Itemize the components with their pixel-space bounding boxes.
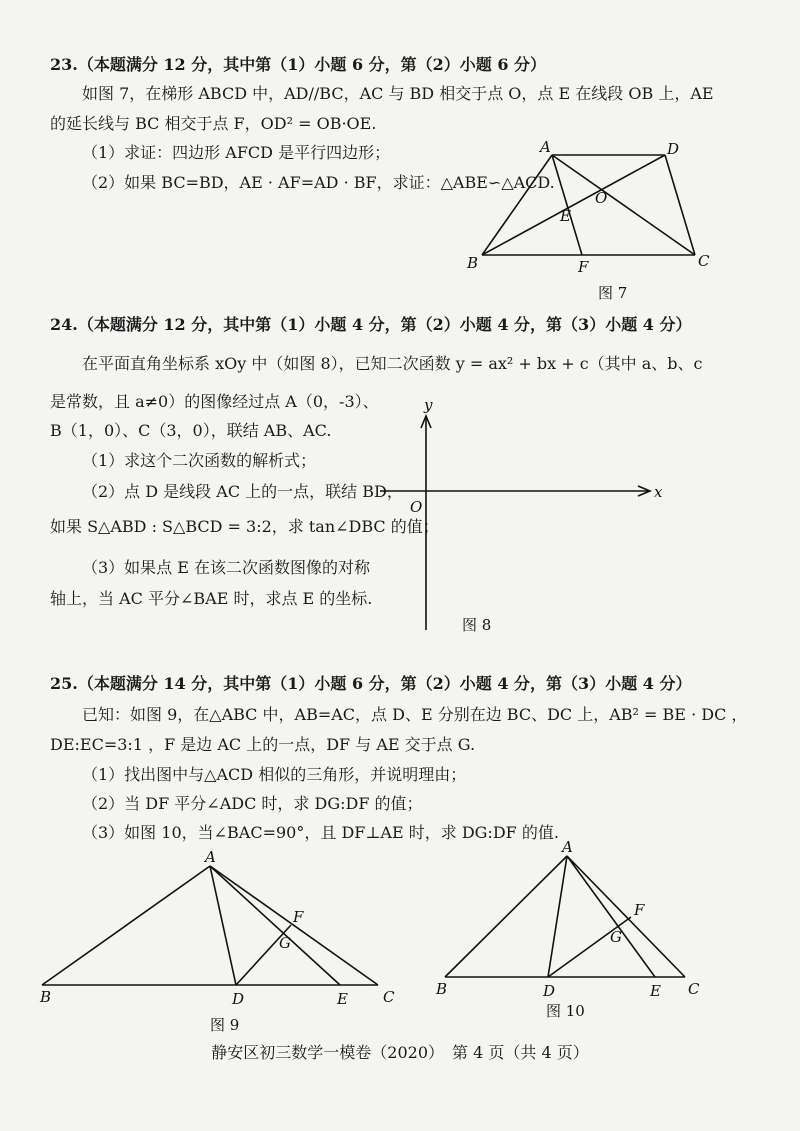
page-footer: 静安区初三数学一模卷（2020） 第 4 页（共 4 页） <box>211 1043 589 1062</box>
q23-text-line2: 的延长线与 BC 相交于点 F，OD² = OB·OE. <box>50 114 377 133</box>
fig10-label-C: C <box>688 980 700 998</box>
fig7-label-B: B <box>467 254 479 272</box>
q24-part1: （1）求这个二次函数的解析式； <box>82 451 317 470</box>
q24-part2-line1: （2）点 D 是线段 AC 上的一点，联结 BD， <box>82 482 403 501</box>
fig7-label-D: D <box>667 140 680 158</box>
fig9-label-B: B <box>40 988 52 1006</box>
fig9-label-E: E <box>337 990 348 1008</box>
fig8-caption: 图 8 <box>462 616 492 634</box>
fig10-label-G: G <box>610 928 622 946</box>
fig7-caption: 图 7 <box>598 284 628 302</box>
fig7-label-E: E <box>560 207 571 225</box>
q24-part3-line1: （3）如果点 E 在该二次函数图像的对称 <box>82 558 371 577</box>
segment-AB <box>445 856 567 977</box>
q24-part3-line2: 轴上，当 AC 平分∠BAE 时，求点 E 的坐标. <box>50 589 373 608</box>
fig7-label-C: C <box>698 252 710 270</box>
q24-text-line1: 在平面直角坐标系 xOy 中（如图 8），已知二次函数 y = ax² + bx + c（其中 a、b、c <box>82 354 703 373</box>
q23-part2: （2）如果 BC=BD，AE · AF=AD · BF，求证：△ABE∽△ACD. <box>82 173 555 192</box>
fig9-label-C: C <box>383 988 395 1006</box>
q23-part1: （1）求证：四边形 AFCD 是平行四边形； <box>82 143 391 162</box>
q25-part2: （2）当 DF 平分∠ADC 时，求 DG:DF 的值； <box>82 794 423 813</box>
q24-text-line2: 是常数，且 a≠0）的图像经过点 A（0，-3）、 <box>50 392 379 411</box>
segment-AC <box>567 856 685 977</box>
fig7-label-O: O <box>595 189 608 207</box>
fig7-label-F: F <box>578 258 589 276</box>
q24-part2-line2: 如果 S△ABD : S△BCD = 3:2，求 tan∠DBC 的值； <box>50 517 439 536</box>
segment-DF <box>548 917 631 977</box>
q25-part1: （1）找出图中与△ACD 相似的三角形，并说明理由； <box>82 765 467 784</box>
fig8-label-x: x <box>654 483 663 501</box>
segment-AD <box>548 856 567 977</box>
fig10-label-D: D <box>543 982 556 1000</box>
q25-part3: （3）如图 10，当∠BAC=90°，且 DF⊥AE 时，求 DG:DF 的值. <box>82 823 559 842</box>
q24-text-line3: B（1，0）、C（3，0），联结 AB、AC. <box>50 421 332 440</box>
fig10-caption: 图 10 <box>546 1002 585 1020</box>
q23-text-line1: 如图 7，在梯形 ABCD 中，AD//BC，AC 与 BD 相交于点 O，点 E 在线段 OB 上，AE <box>82 84 714 103</box>
fig9-caption: 图 9 <box>210 1016 240 1034</box>
q24-header: 24.（本题满分 12 分，其中第（1）小题 4 分，第（2）小题 4 分，第（3）小题 4 分） <box>50 315 692 334</box>
fig10-label-F: F <box>634 901 645 919</box>
fig9-label-F: F <box>293 908 304 926</box>
q25-text-line2: DE:EC=3:1 ，F 是边 AC 上的一点，DF 与 AE 交于点 G. <box>50 735 476 754</box>
fig9-label-A: A <box>205 848 216 866</box>
fig9-label-G: G <box>279 934 291 952</box>
q23-header: 23.（本题满分 12 分，其中第（1）小题 6 分，第（2）小题 6 分） <box>50 55 547 74</box>
q25-text-line1: 已知：如图 9，在△ABC 中，AB=AC，点 D、E 分别在边 BC、DC 上，AB² = BE · DC ， <box>82 705 748 724</box>
fig9-label-D: D <box>232 990 245 1008</box>
fig7-label-A: A <box>540 138 551 156</box>
fig10-label-B: B <box>436 980 448 998</box>
fig8-label-origin: O <box>410 498 423 516</box>
fig10-label-E: E <box>650 982 661 1000</box>
fig10-label-A: A <box>562 838 573 856</box>
fig8-label-y: y <box>424 396 433 414</box>
q25-header: 25.（本题满分 14 分，其中第（1）小题 6 分，第（2）小题 4 分，第（3）小题 4 分） <box>50 674 692 693</box>
